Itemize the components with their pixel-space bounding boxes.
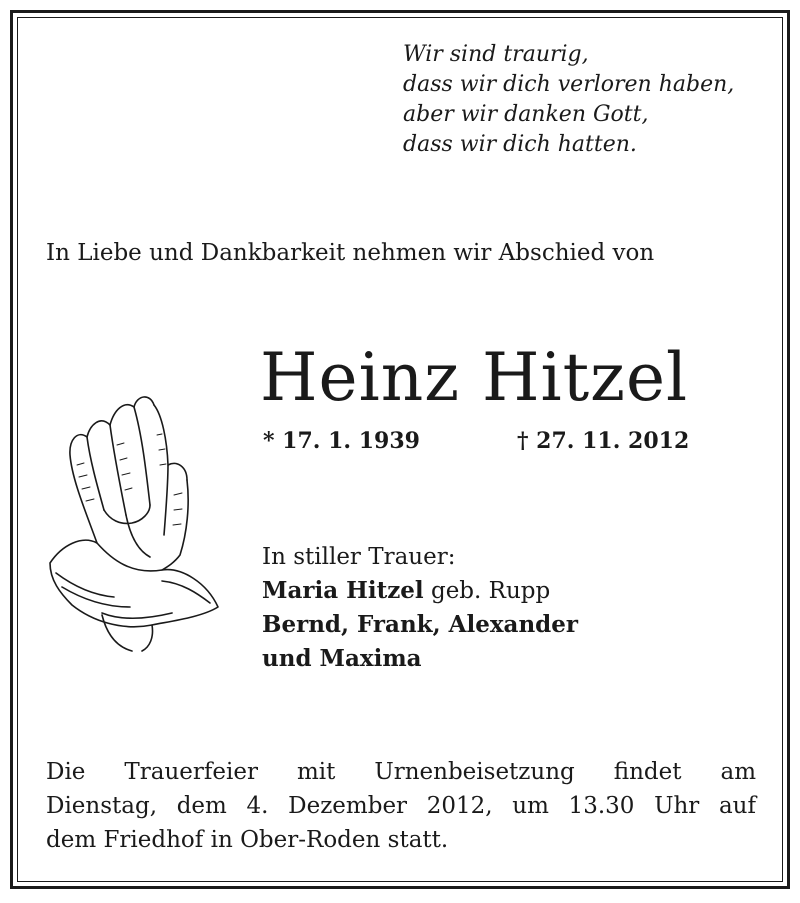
mourners-heading: In stiller Trauer: (262, 544, 456, 570)
mourner-spouse (262, 574, 578, 608)
mourners-block (262, 540, 578, 676)
children-line: Bernd, Frank, Alexander (262, 611, 579, 638)
funeral-notice (46, 755, 756, 857)
poem-line: aber wir danken Gott, (403, 102, 649, 127)
poem-line: dass wir dich verloren haben, (403, 72, 735, 97)
poem-line: Wir sind traurig, (403, 42, 589, 67)
children-line: und Maxima (262, 645, 422, 672)
deceased-name: Heinz Hitzel (260, 339, 689, 416)
death-date: † 27. 11. 2012 (517, 428, 690, 454)
mourner-children (262, 608, 578, 642)
funeral-line: Dienstag, dem 4. Dezember 2012, um 13.30 Uhr auf (46, 793, 756, 819)
intro-text: In Liebe und Dankbarkeit nehmen wir Abschied von (46, 240, 655, 266)
spouse-name: Maria Hitzel (262, 577, 424, 604)
mourner-children (262, 642, 578, 676)
funeral-line: Die Trauerfeier mit Urnenbeisetzung findet am (46, 759, 756, 785)
funeral-line: dem Friedhof in Ober-Roden statt. (46, 827, 449, 853)
poem (403, 40, 734, 160)
birth-date: * 17. 1. 1939 (263, 428, 420, 454)
spouse-maiden-name: geb. Rupp (430, 578, 551, 604)
poem-line: dass wir dich hatten. (403, 132, 637, 157)
praying-hands-icon (42, 385, 222, 655)
